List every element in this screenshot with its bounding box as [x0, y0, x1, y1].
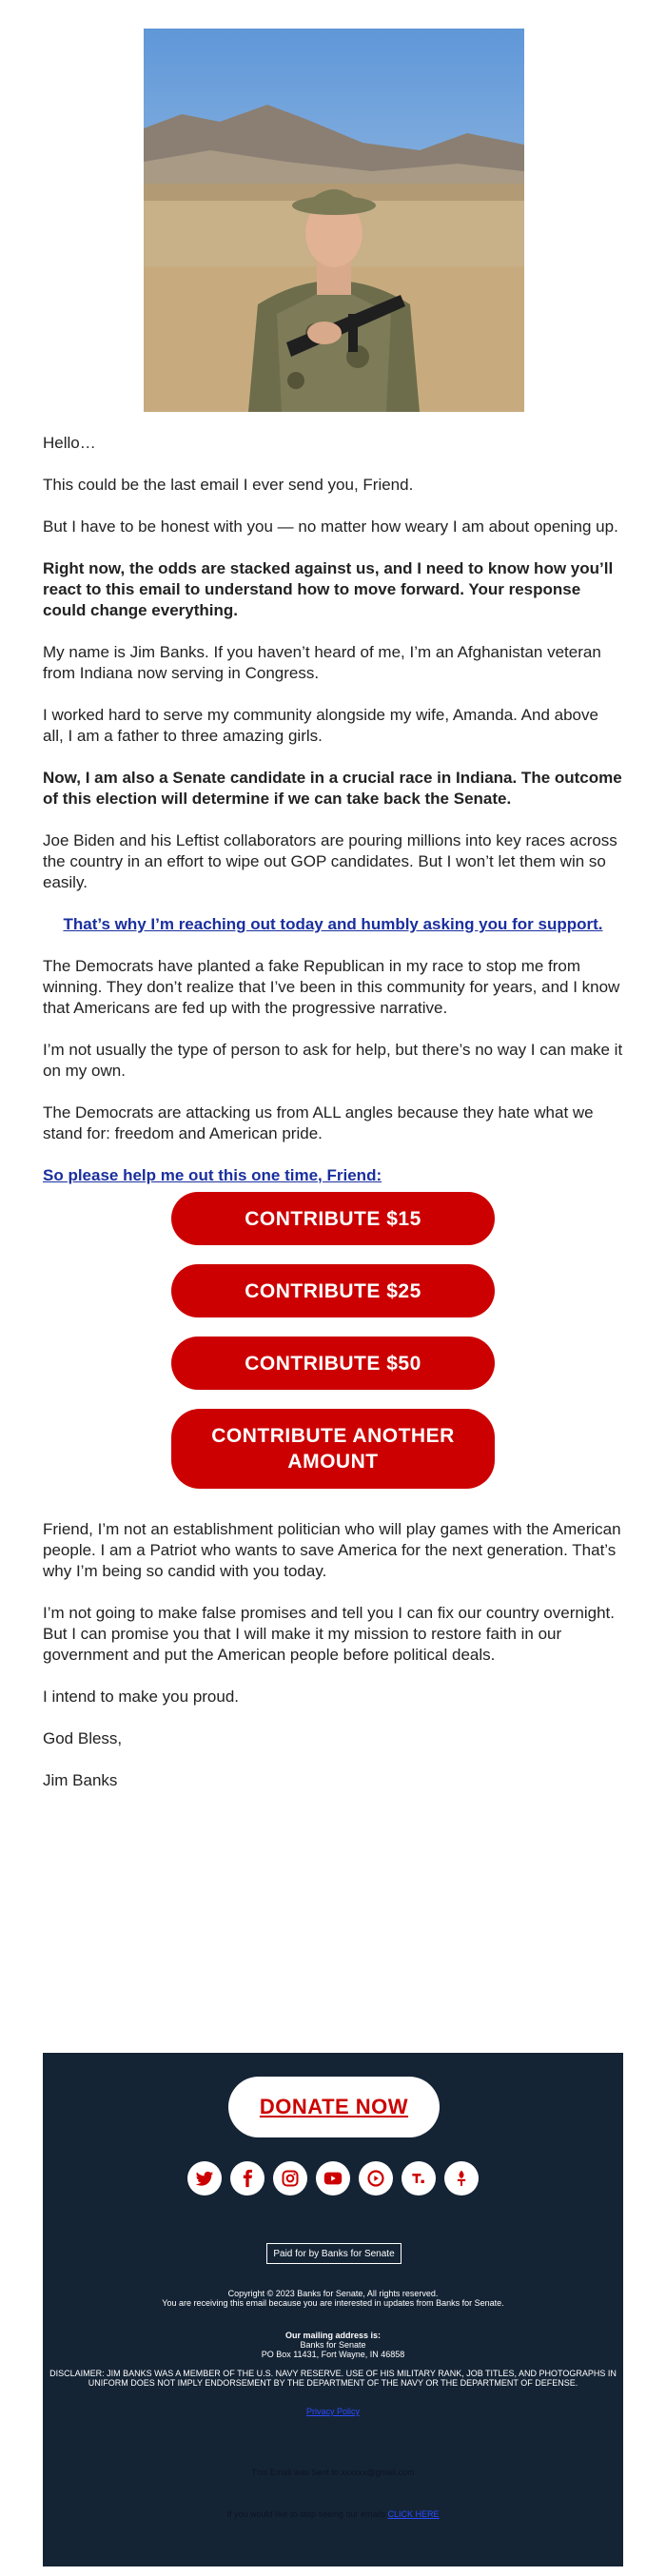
paragraph-bold: Right now, the odds are stacked against us, and I need to know how you’ll react to this email to understand how to move forward. Your response could change everything.: [43, 559, 614, 619]
sign-off: God Bless,: [43, 1729, 123, 1747]
paragraph: The Democrats are attacking us from ALL angles because they hate what we stand for: freedom and American pride.: [43, 1103, 594, 1142]
copyright-text: Copyright © 2023 Banks for Senate, All rights reserved.: [227, 2289, 439, 2298]
rumble-icon[interactable]: [359, 2161, 393, 2195]
paragraph: I worked hard to serve my community alongside my wife, Amanda. And above all, I am a father to three amazing girls.: [43, 706, 598, 745]
twitter-icon[interactable]: [187, 2161, 222, 2195]
contribute-25-button[interactable]: CONTRIBUTE $25: [171, 1264, 495, 1317]
mailing-address: PO Box 11431, Fort Wayne, IN 46858: [261, 2350, 405, 2359]
social-icons: [43, 2161, 623, 2195]
disclaimer: DISCLAIMER: JIM BANKS WAS A MEMBER OF THE U.S. NAVY RESERVE. USE OF HIS MILITARY RANK, JOB TITLES, AND PHOTOGRAPHS IN UNIFORM DOES NOT IMPLY ENDORSEMENT BY THE DEPARTMENT OF THE NAVY OR THE DEPARTMENT OF DEFENSE.: [49, 2369, 617, 2388]
paragraph: Joe Biden and his Leftist collaborators are pouring millions into key races across the country in an effort to wipe out GOP candidates. But I won’t let them win so easily.: [43, 831, 617, 891]
privacy-policy-link[interactable]: Privacy Policy: [305, 2407, 360, 2416]
contribute-50-button[interactable]: CONTRIBUTE $50: [171, 1337, 495, 1390]
youtube-icon[interactable]: [316, 2161, 350, 2195]
mailing-heading-text: Our mailing address is:: [284, 2331, 382, 2340]
greeting: Hello…: [43, 434, 96, 452]
paragraph: I’m not usually the type of person to ask for help, but there’s no way I can make it on my own.: [43, 1041, 623, 1080]
paragraph: My name is Jim Banks. If you haven’t heard of me, I’m an Afghanistan veteran from Indiana now serving in Congress.: [43, 643, 601, 682]
privacy-row: [43, 2407, 623, 2416]
unsubscribe-row: [43, 2509, 623, 2519]
support-link[interactable]: That’s why I’m reaching out today and humbly asking you for support.: [63, 915, 603, 933]
contribute-15-button[interactable]: CONTRIBUTE $15: [171, 1192, 495, 1245]
facebook-icon[interactable]: [230, 2161, 264, 2195]
sent-to-text: This Email was Sent to xxxxxx@gmail.com: [251, 2468, 415, 2477]
hero-photo: [144, 29, 524, 412]
unsubscribe-text: If you would like to stop seeing our emails: [226, 2509, 386, 2519]
paragraph: The Democrats have planted a fake Republican in my race to stop me from winning. They don’t realize that I’ve been in this community for years, and I know that Americans are fed up with the progressive narrative.: [43, 957, 620, 1017]
unsubscribe-link[interactable]: CLICK HERE: [387, 2509, 440, 2519]
email-body: [43, 433, 623, 1812]
gettr-icon[interactable]: [444, 2161, 479, 2195]
paragraph: I’m not going to make false promises and tell you I can fix our country overnight. But I can promise you that I will make it my mission to restore faith in our government and put the American people before political deals.: [43, 1604, 615, 1664]
paragraph: Friend, I’m not an establishment politician who will play games with the American people. I am a Patriot who wants to save America for the next generation. That’s why I’m being so candid with you today.: [43, 1520, 621, 1580]
truth-social-icon[interactable]: [402, 2161, 436, 2195]
paragraph: But I have to be honest with you — no matter how weary I am about opening up.: [43, 517, 618, 536]
paragraph: I intend to make you proud.: [43, 1688, 240, 1706]
instagram-icon[interactable]: [273, 2161, 307, 2195]
footer: [43, 2053, 623, 2566]
receiving-text: You are receiving this email because you are interested in updates from Banks for Senate.: [162, 2298, 504, 2308]
contribution-buttons: [43, 1192, 623, 1489]
signature: Jim Banks: [43, 1771, 118, 1789]
paid-for-by-box: Paid for by Banks for Senate: [266, 2243, 402, 2264]
donate-now-button[interactable]: DONATE NOW: [228, 2077, 440, 2137]
help-link[interactable]: So please help me out this one time, Friend:: [43, 1166, 382, 1184]
paragraph-bold: Now, I am also a Senate candidate in a crucial race in Indiana. The outcome of this election will determine if we can take back the Senate.: [43, 769, 622, 808]
mailing-name: Banks for Senate: [300, 2340, 366, 2350]
contribute-other-button[interactable]: CONTRIBUTE ANOTHER AMOUNT: [171, 1409, 495, 1489]
mailing-heading: [43, 2331, 623, 2340]
paragraph: This could be the last email I ever send you, Friend.: [43, 476, 414, 494]
